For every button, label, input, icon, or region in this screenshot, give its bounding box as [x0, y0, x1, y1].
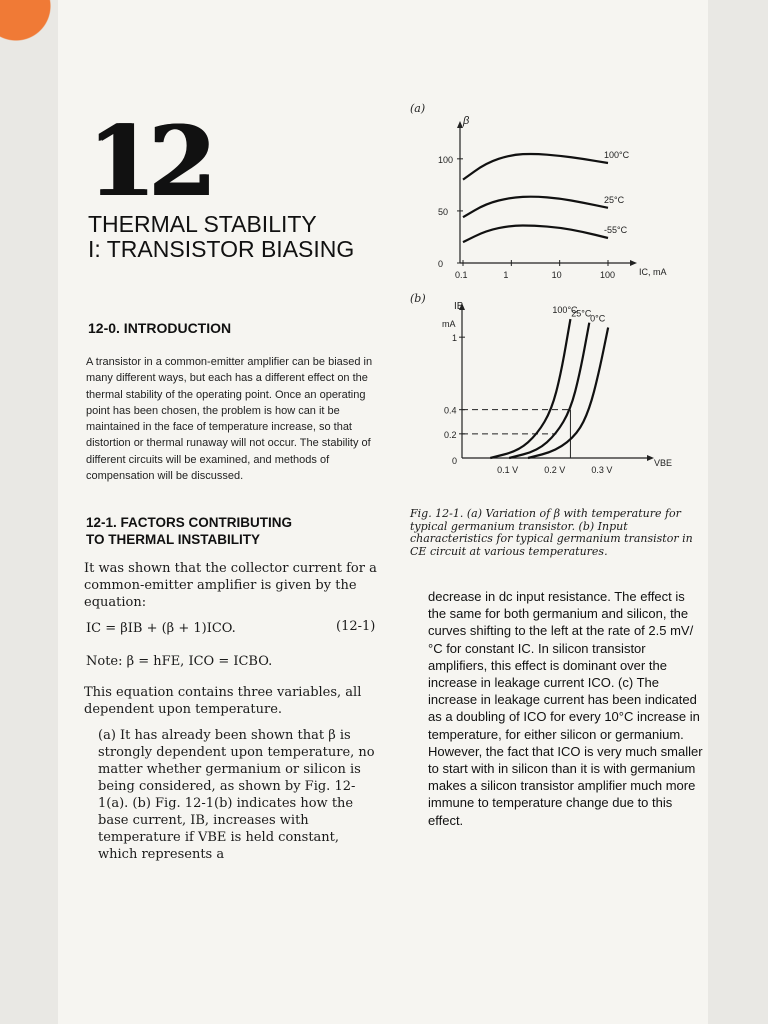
series-label: 25°C [571, 308, 592, 319]
x-axis-arrow [630, 260, 637, 266]
x-tick-label: 0.3 V [591, 465, 613, 475]
factors-heading [86, 514, 292, 548]
x-tick-label: 0.2 V [544, 465, 566, 475]
factors-heading-line2: TO THERMAL INSTABILITY [86, 532, 260, 547]
factors-heading-line1: 12-1. FACTORS CONTRIBUTING [86, 515, 293, 530]
chart-ib-vs-vbe [420, 298, 673, 483]
x-tick-label: 0 [452, 456, 458, 466]
y-tick-label: 50 [438, 206, 449, 217]
x-axis-label: VBE [654, 458, 673, 468]
x-axis-arrow [647, 455, 654, 461]
factors-para3: (a) It has already been shown that β is strongly dependent upon temperature, no matter whether germanium or silicon is being considered, as shown by Fig. 12-1(a). (b) Fig. 12-1(b) indicates how the base current, IB, increases with temperature if VBE is held constant, which represents a [98, 728, 375, 862]
series-line [509, 323, 589, 458]
figure-label-a: (a) [410, 102, 426, 115]
y-tick-label: 0.2 [444, 429, 457, 440]
equation-number: (12-1) [336, 619, 376, 634]
y-tick-label: 0.4 [444, 405, 457, 416]
chapter-number: 12 [88, 105, 210, 218]
intro-text: A transistor in a common-emitter amplifier can be biased in many different ways, but each has a different effect on the thermal stability of the operating point. Once an operating point has been chosen, the problem is how can it be maintained in the face of temperature increase, so that distortion or thermal runaway will not occur. The stability of different circuits will be examined, and methods of compensation will be discussed. [86, 356, 373, 483]
note: Note: β = hFE, ICO = ICBO. [86, 654, 273, 669]
page-corner-mark [0, 0, 80, 60]
y-tick-label: 0 [438, 259, 444, 269]
x-tick-label: 0.1 [455, 270, 468, 280]
intro-heading: 12-0. INTRODUCTION [88, 320, 232, 336]
series-line [463, 154, 608, 180]
series-line [528, 328, 608, 459]
series-line [463, 226, 608, 243]
y-axis-label: β [463, 115, 470, 127]
x-axis-label: IC, mA [639, 267, 667, 277]
series-line [490, 319, 570, 458]
x-tick-label: 10 [551, 270, 562, 280]
x-tick-label: 100 [600, 270, 616, 280]
series-label: -55°C [604, 225, 628, 235]
y-axis-unit: mA [442, 319, 456, 329]
chapter-title-line2: I: TRANSISTOR BIASING [88, 236, 355, 262]
chart-beta-vs-ic [420, 108, 667, 288]
y-tick-label: 1 [452, 333, 458, 344]
right-column-text: decrease in dc input resistance. The effect is the same for both germanium and silicon, the curves shifting to the left at the rate of 2.5 mV/°C for constant IC. In silicon transistor amplifiers, this effect is dominant over the increase in leakage current ICO. (c) The increase in leakage current has been indicated as a doubling of ICO for every 10°C increase in temperature, for either silicon or germanium. However, the fact that ICO is very much smaller to start with in silicon than it is with germanium makes a silicon transistor amplifier much more immune to temperature change due to this effect. [428, 589, 703, 828]
chapter-title [88, 212, 388, 262]
factors-para1: It was shown that the collector current for a common-emitter amplifier is given by the equation: [84, 561, 377, 610]
chapter-title-line1: THERMAL STABILITY [88, 211, 317, 237]
series-label: 100°C [604, 150, 630, 160]
series-label: 25°C [604, 194, 625, 205]
x-tick-label: 1 [503, 270, 509, 280]
equation: IC = βIB + (β + 1)ICO. [86, 621, 236, 636]
figure-caption: Fig. 12-1. (a) Variation of β with temperature for typical germanium transistor. (b) Input characteristics for typical germanium transistor in CE circuit at various temperatures. [410, 507, 693, 558]
series-line [463, 197, 608, 217]
series-label: 0°C [590, 313, 606, 324]
y-tick-label: 100 [438, 154, 454, 165]
figure-label-b: (b) [410, 292, 426, 305]
x-tick-label: 0.1 V [497, 465, 519, 475]
series-label: 100°C [552, 305, 578, 316]
factors-para2: This equation contains three variables, all dependent upon temperature. [84, 685, 362, 717]
y-axis-label: IB [454, 301, 464, 312]
